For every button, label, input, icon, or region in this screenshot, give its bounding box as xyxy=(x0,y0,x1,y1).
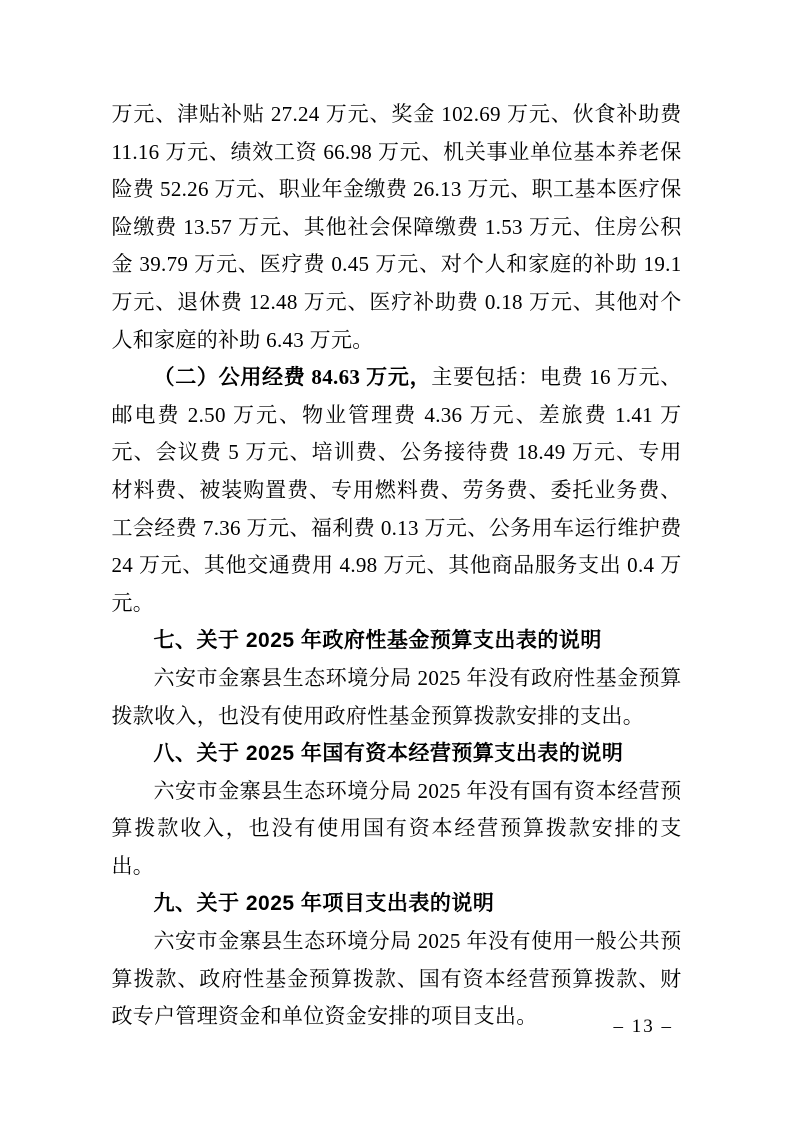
bold-text-run: 七、关于 2025 年政府性基金预算支出表的说明 xyxy=(153,629,602,653)
paragraph xyxy=(112,359,682,622)
paragraph xyxy=(112,773,682,886)
section-heading xyxy=(112,622,682,660)
section-heading xyxy=(112,735,682,773)
document-body xyxy=(112,96,682,1036)
page-number: – 13 – xyxy=(613,1016,673,1037)
bold-text-run: （二）公用经费 84.63 万元， xyxy=(153,365,432,390)
paragraph xyxy=(112,923,682,1036)
text-run: 六安市金寨县生态环境分局 2025 年没有政府性基金预算拨款收入，也没有使用政府性基金预算拨款安排的支出。 xyxy=(111,665,682,728)
section-heading xyxy=(112,885,682,923)
bold-text-run: 九、关于 2025 年项目支出表的说明 xyxy=(153,892,495,916)
paragraph xyxy=(112,660,682,735)
text-run: 万元、津贴补贴 27.24 万元、奖金 102.69 万元、伙食补助费 11.16 万元、绩效工资 66.98 万元、机关事业单位基本养老保险费 52.26 万元、职业年金缴费 26.13 万元、职工基本医疗保险缴费 13.57 万元、其他社会保障缴费 1.53 万元、住房公积金 39.79 万元、医疗费 0.45 万元、对个人和家庭的补助 19.1 万元、退休费 12.48 万元、医疗补助费 0.18 万元、其他对个人和家庭的补助 6.43 万元。 xyxy=(111,102,682,352)
text-run: 六安市金寨县生态环境分局 2025 年没有国有资本经营预算拨款收入，也没有使用国有资本经营预算拨款安排的支出。 xyxy=(111,778,682,878)
text-run: 主要包括：电费 16 万元、邮电费 2.50 万元、物业管理费 4.36 万元、差旅费 1.41 万元、会议费 5 万元、培训费、公务接待费 18.49 万元、专用材料费、被装购置费、专用燃料费、劳务费、委托业务费、工会经费 7.36 万元、福利费 0.13 万元、公务用车运行维护费 24 万元、其他交通费用 4.98 万元、其他商品服务支出 0.4 万元。 xyxy=(111,365,682,615)
bold-text-run: 八、关于 2025 年国有资本经营预算支出表的说明 xyxy=(153,742,624,766)
paragraph xyxy=(112,96,682,359)
text-run: 六安市金寨县生态环境分局 2025 年没有使用一般公共预算拨款、政府性基金预算拨款、国有资本经营预算拨款、财政专户管理资金和单位资金安排的项目支出。 xyxy=(111,929,682,1029)
